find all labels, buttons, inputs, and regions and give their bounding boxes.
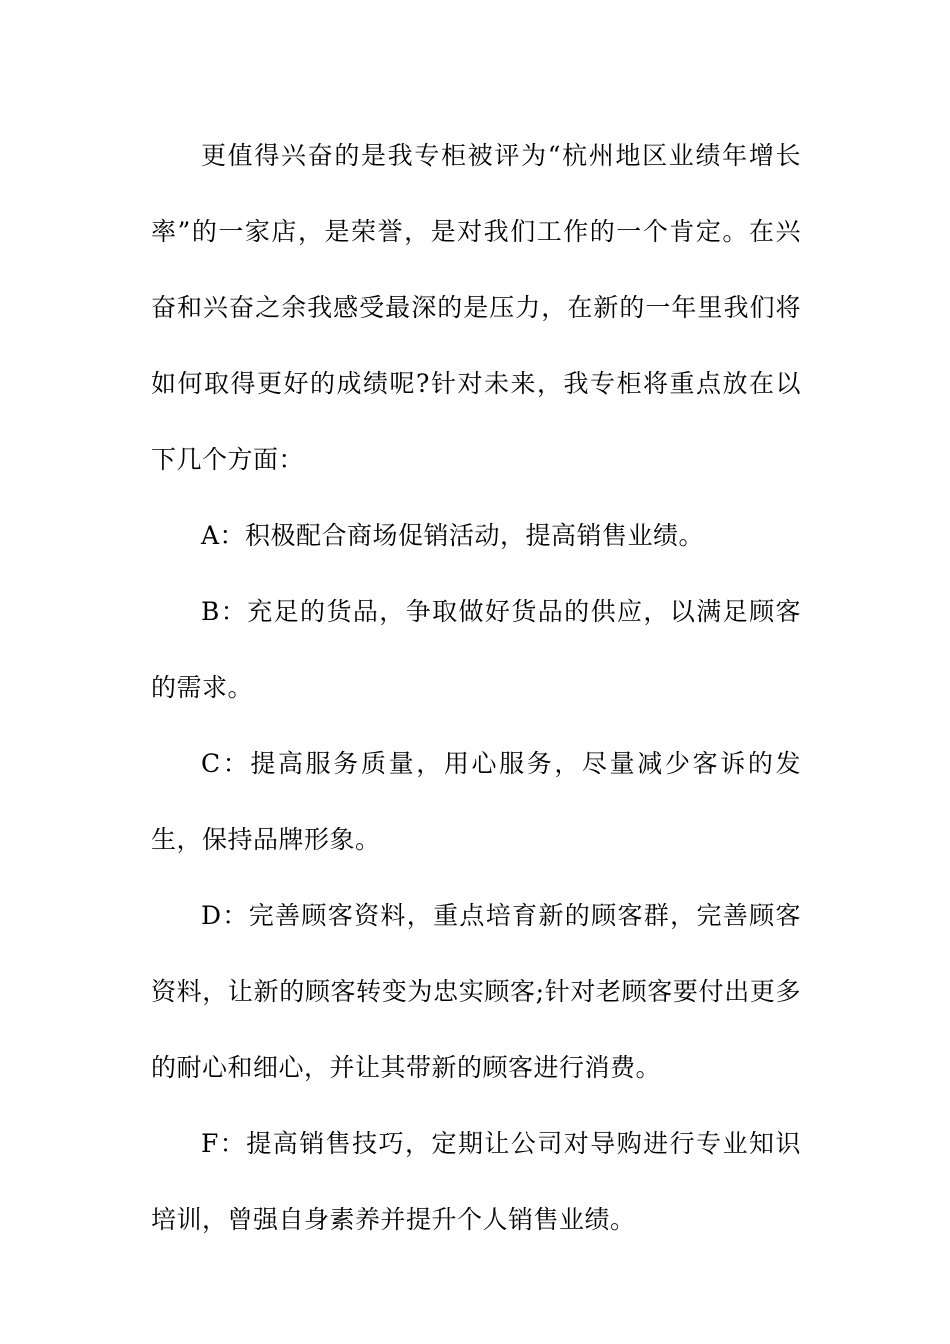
paragraph-item-f: F：提高销售技巧，定期让公司对导购进行专业知识培训，曾强自身素养并提升个人销售业绩。	[151, 1129, 801, 1234]
paragraph-intro: 更值得兴奋的是我专柜被评为“杭州地区业绩年增长率”的一家店，是荣誉，是对我们工作的一个肯定。在兴奋和兴奋之余我感受最深的是压力，在新的一年里我们将如何取得更好的成绩呢?针对未来，我专柜将重点放在以下几个方面：	[151, 141, 801, 474]
paragraph-item-d: D：完善顾客资料，重点培育新的顾客群，完善顾客资料，让新的顾客转变为忠实顾客;针对老顾客要付出更多的耐心和细心，并让其带新的顾客进行消费。	[151, 901, 801, 1082]
document-body	[151, 118, 801, 1258]
paragraph-item-b: B：充足的货品，争取做好货品的供应，以满足顾客的需求。	[151, 597, 801, 702]
paragraph-item-a: A：积极配合商场促销活动，提高销售业绩。	[201, 521, 705, 550]
paragraph-item-c: C：提高服务质量，用心服务，尽量减少客诉的发生，保持品牌形象。	[151, 749, 801, 854]
